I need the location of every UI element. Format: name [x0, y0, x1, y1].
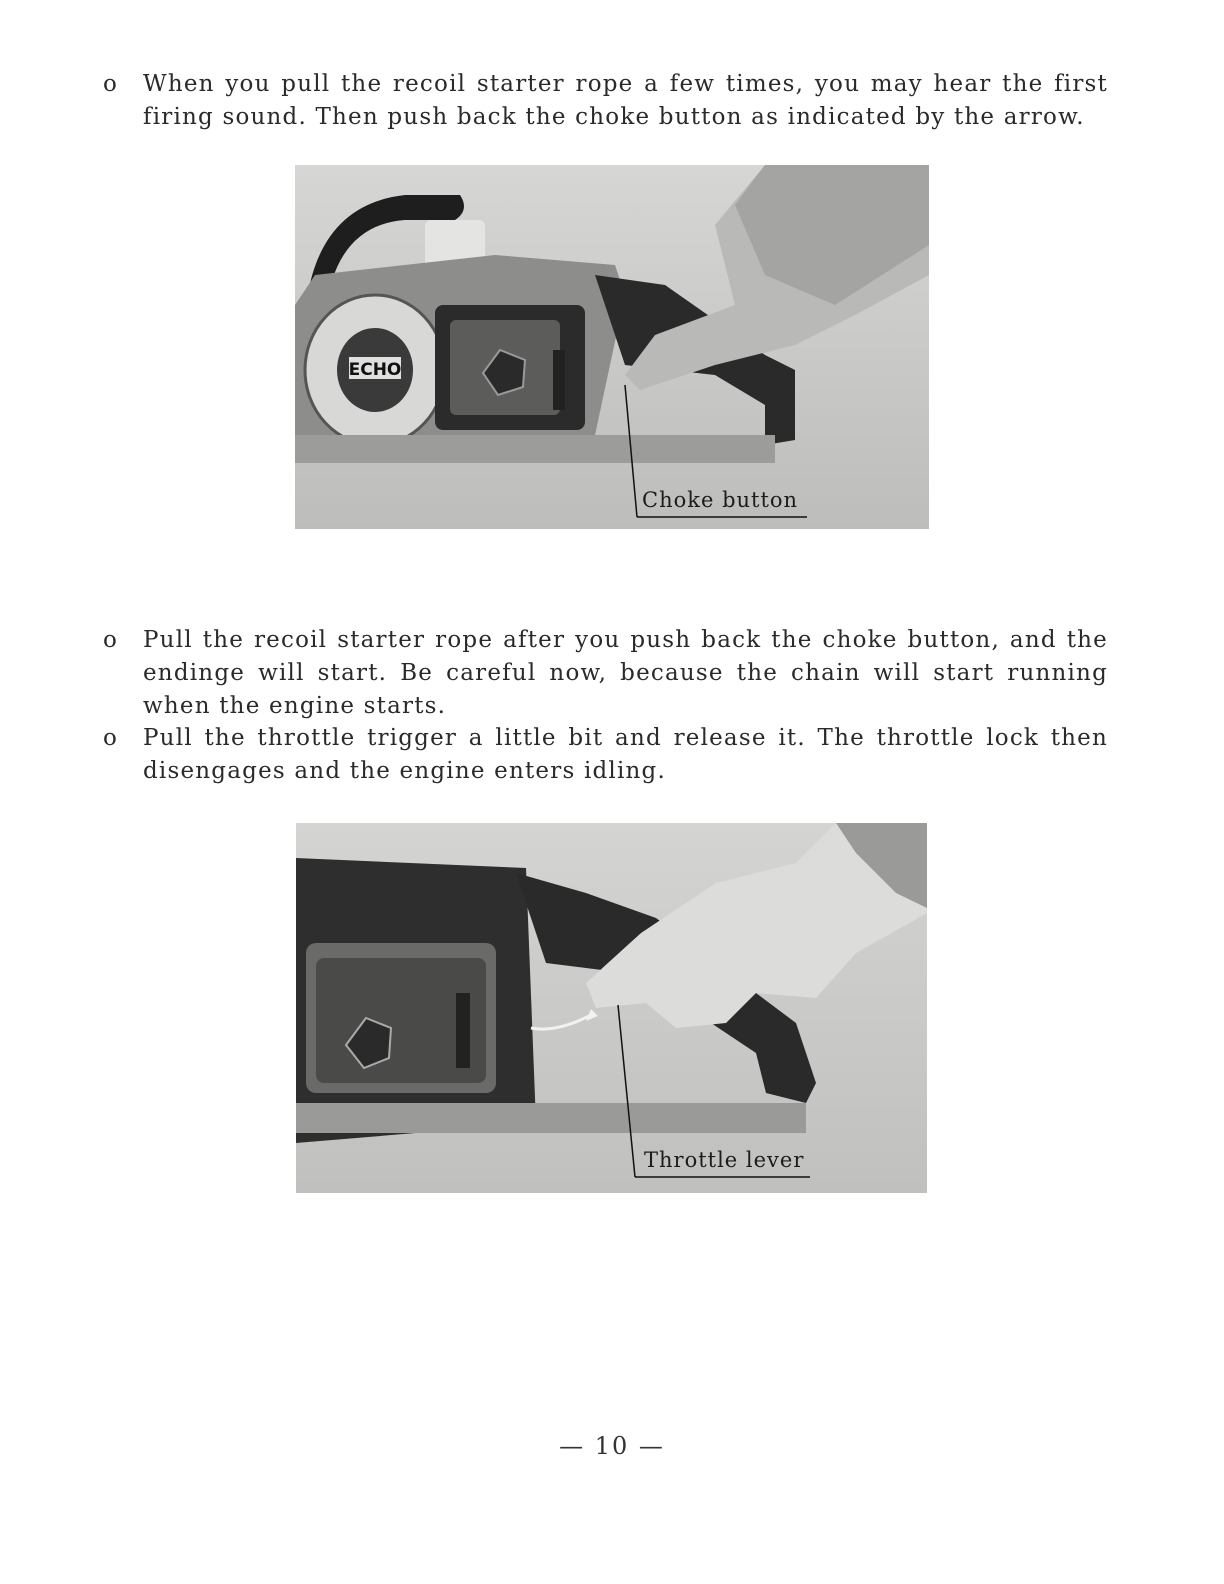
throttle-lever-photo: [296, 823, 927, 1193]
bullet-text: Pull the recoil starter rope after you push back the choke button, and the endinge will start. Be careful now, because the chain will start running when the engine starts.: [143, 627, 1108, 719]
choke-button-photo: [295, 165, 929, 529]
bullet-mark: o: [103, 725, 119, 751]
throttle-lever-callout: Throttle lever: [644, 1148, 805, 1172]
bullet-text: When you pull the recoil starter rope a few times, you may hear the first firing sound. Then push back the choke button as indicated by the arrow.: [143, 71, 1108, 130]
bullet-mark: o: [103, 627, 119, 653]
bullet-mark: o: [103, 71, 119, 97]
brand-label: ECHO: [348, 360, 402, 380]
chainsaw-throttle-illustration: [296, 823, 927, 1193]
bullet-text: Pull the throttle trigger a little bit and release it. The throttle lock then disengages and the engine enters idling.: [143, 725, 1108, 784]
choke-button-callout: Choke button: [642, 488, 799, 512]
chainsaw-choke-illustration: [295, 165, 929, 529]
page-number: — 10 —: [559, 1432, 665, 1460]
